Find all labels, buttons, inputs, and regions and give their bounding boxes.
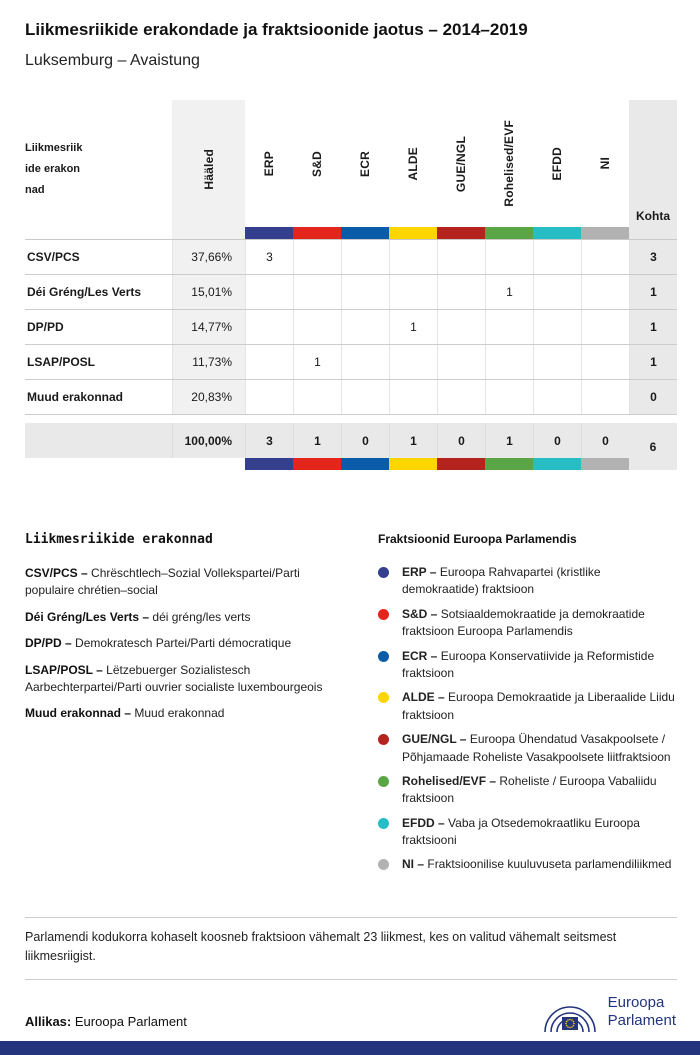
group-color-bar — [293, 227, 341, 239]
votes-cell: 37,66% — [172, 240, 245, 274]
group-color-dot — [378, 776, 389, 787]
legend-group-item: NI – Fraktsioonilise kuuluvuseta parlamendiliikmed — [378, 856, 677, 873]
votes-cell: 20,83% — [172, 380, 245, 414]
group-color-dot — [378, 651, 389, 662]
group-color-dot — [378, 734, 389, 745]
seats-cell: 3 — [629, 240, 677, 274]
group-color-bar — [581, 458, 629, 470]
source-label: Allikas: — [25, 1014, 72, 1029]
seats-cell: 1 — [629, 275, 677, 309]
column-header-group-greens: Rohelised/EVF — [485, 100, 533, 239]
legend-group-item: ALDE – Euroopa Demokraatide ja Liberaalide Liidu fraktsioon — [378, 689, 677, 724]
group-color-dot — [378, 818, 389, 829]
column-header-seats: Kohta — [629, 100, 677, 239]
column-header-votes: Hääled — [172, 100, 245, 239]
group-color-bar — [245, 227, 293, 239]
table-row — [25, 380, 677, 415]
table-row: Déi Gréng/Les Verts 15,01% 1 1 — [25, 275, 677, 310]
party-name-cell: Muud erakonnad — [27, 390, 124, 404]
column-header-group-guengl: GUE/NGL — [437, 100, 485, 239]
group-color-bar — [485, 458, 533, 470]
group-color-bar — [389, 227, 437, 239]
legend-party-item: Muud erakonnad – Muud erakonnad — [25, 706, 225, 721]
group-color-bar — [293, 458, 341, 470]
european-parliament-logo — [541, 991, 676, 1033]
table-total-row: 100,00% 3 1 0 1 0 1 0 0 6 — [25, 423, 677, 470]
legend-party-item: CSV/PCS – Chrëschtlech–Sozial Vollekspartei/Parti populaire chrétien–social — [25, 566, 300, 598]
legend-group-item: S&D – Sotsiaaldemokraatide ja demokraatide fraktsioon Euroopa Parlamendis — [378, 606, 677, 641]
legend-groups — [378, 532, 677, 881]
page-subtitle: Luksemburg – Avaistung — [25, 52, 200, 69]
source-value: Euroopa Parlament — [74, 1014, 187, 1029]
group-color-bar — [245, 458, 293, 470]
logo-wordmark: Euroopa Parlament — [607, 994, 676, 1029]
table-row: DP/PD 14,77% 1 1 — [25, 310, 677, 345]
group-color-bar — [485, 227, 533, 239]
group-color-dot — [378, 567, 389, 578]
total-seats-cell: 6 — [629, 423, 677, 470]
votes-cell: 15,01% — [172, 275, 245, 309]
votes-cell: 11,73% — [172, 345, 245, 379]
group-color-bar — [341, 227, 389, 239]
bottom-accent-bar — [0, 1041, 700, 1055]
column-header-parties — [25, 100, 172, 239]
group-color-bar — [581, 227, 629, 239]
legend-group-item: GUE/NGL – Euroopa Ühendatud Vasakpoolsete / Põhjamaade Roheliste Vasakpoolsete liitfraktsioon — [378, 731, 677, 766]
seats-cell: 1 — [629, 310, 677, 344]
table-row: LSAP/POSL 11,73% 1 1 — [25, 345, 677, 380]
table-gap — [25, 415, 677, 423]
footer — [25, 991, 676, 1033]
group-color-dot — [378, 692, 389, 703]
parliament-hemicycle-icon — [541, 991, 599, 1033]
legend-section — [25, 532, 677, 881]
legend-party-item: Déi Gréng/Les Verts – déi gréng/les verts — [25, 609, 251, 624]
table-row: CSV/PCS 37,66% 3 3 — [25, 240, 677, 275]
party-name-cell: LSAP/POSL — [27, 355, 96, 369]
page-title: Liikmesriikide erakondade ja fraktsioonide jaotus – 2014–2019 — [25, 20, 528, 39]
legend-parties-heading: Liikmesriikide erakonnad — [25, 532, 213, 547]
legend-parties — [25, 532, 378, 881]
column-header-group-sd: S&D — [293, 100, 341, 239]
seats-cell: 0 — [629, 380, 677, 414]
party-name-cell: DP/PD — [27, 320, 64, 334]
column-header-group-alde: ALDE — [389, 100, 437, 239]
footnote: Parlamendi kodukorra kohaselt koosneb fraktsioon vähemalt 23 liikmest, kes on valitud vähemalt seitsmest liikmesriigist. — [25, 917, 677, 981]
column-header-group-ecr: ECR — [341, 100, 389, 239]
legend-group-item: ECR – Euroopa Konservatiivide ja Reformistide fraktsioon — [378, 648, 677, 683]
seats-table — [25, 100, 677, 470]
votes-cell: 14,77% — [172, 310, 245, 344]
group-color-dot — [378, 859, 389, 870]
group-color-dot — [378, 609, 389, 620]
table-header-row — [25, 100, 677, 240]
total-votes-cell: 100,00% — [172, 423, 245, 458]
column-header-group-efdd: EFDD — [533, 100, 581, 239]
group-color-bar — [341, 458, 389, 470]
group-color-bar — [437, 458, 485, 470]
legend-groups-heading: Fraktsioonid Euroopa Parlamendis — [378, 532, 577, 546]
column-header-parties-label: Liikmesriikide erakonnad — [25, 142, 83, 196]
column-header-group-ni: NI — [581, 100, 629, 239]
legend-group-item: ERP – Euroopa Rahvapartei (kristlike demokraatide) fraktsioon — [378, 564, 677, 599]
seats-cell: 1 — [629, 345, 677, 379]
group-color-bar — [389, 458, 437, 470]
column-header-group-erp: ERP — [245, 100, 293, 239]
group-color-bar — [437, 227, 485, 239]
legend-party-item: DP/PD – Demokratesch Partei/Parti démocratique — [25, 636, 292, 651]
party-name-cell: Déi Gréng/Les Verts — [27, 285, 142, 299]
party-name-cell: CSV/PCS — [27, 250, 80, 264]
legend-group-item: Rohelised/EVF – Roheliste / Euroopa Vabaliidu fraktsioon — [378, 773, 677, 808]
source-line — [25, 1014, 187, 1033]
group-color-bar — [533, 458, 581, 470]
legend-party-item: LSAP/POSL – Lëtzebuerger Sozialistesch Aarbechterpartei/Parti ouvrier socialiste luxembourgeois — [25, 662, 323, 694]
legend-group-item: EFDD – Vaba ja Otsedemokraatliku Euroopa fraktsiooni — [378, 815, 677, 850]
group-color-bar — [533, 227, 581, 239]
